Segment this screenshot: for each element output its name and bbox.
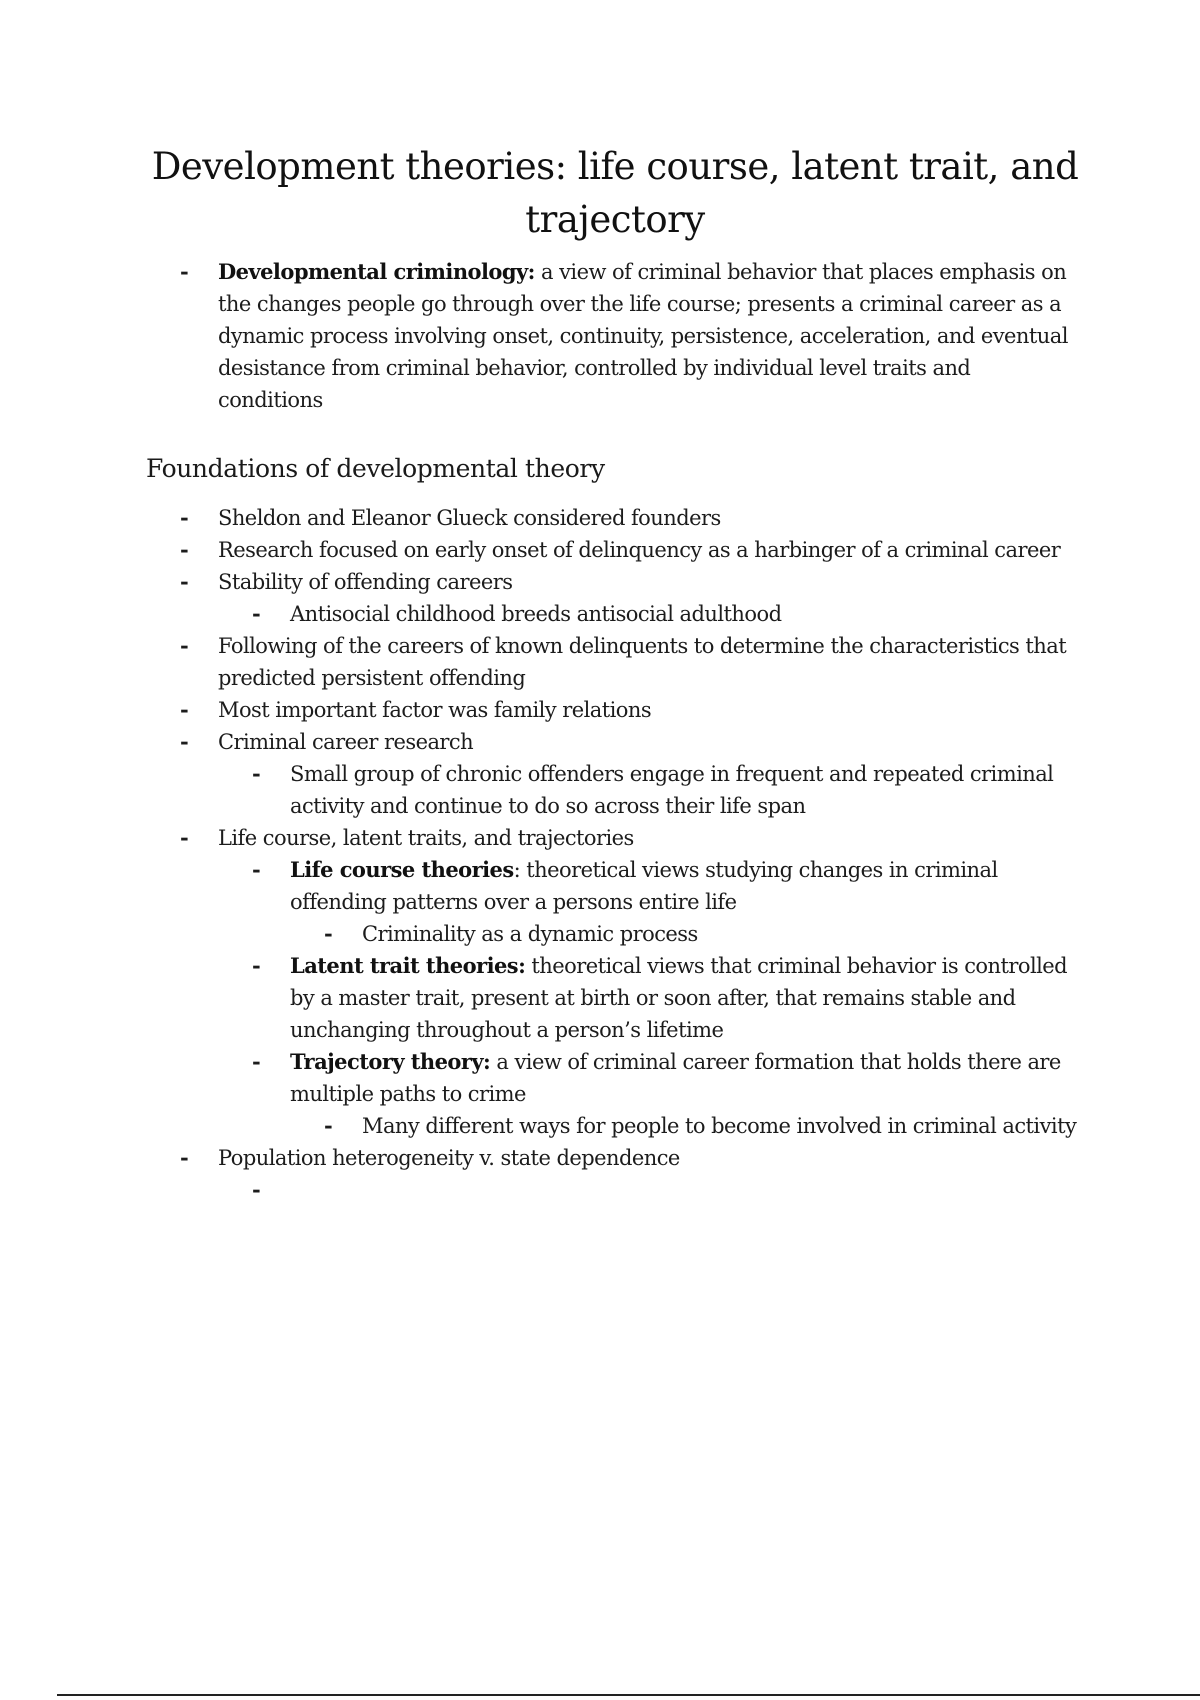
list-item <box>0 502 1078 534</box>
list-item-text: Antisocial childhood breeds antisocial adulthood <box>290 602 782 626</box>
bullet-dash: - <box>252 761 261 786</box>
list-item <box>0 630 1078 694</box>
definition-text: theoretical views that criminal behavior is controlled by a master trait, present at birth or soon after, that remains stable and unchanging throughout a person’s lifetime <box>290 954 1068 1042</box>
definition-text: : theoretical views studying changes in criminal offending patterns over a persons entire life <box>290 858 998 914</box>
term-trajectory-theory: Trajectory theory: <box>290 1049 491 1074</box>
list-item <box>0 822 1078 854</box>
sub-sub-list-item <box>0 918 1082 950</box>
sub-list-item <box>0 598 1090 630</box>
bullet-dash: - <box>180 569 189 594</box>
bullet-dash: - <box>180 505 189 530</box>
foundations-list <box>0 502 1200 1206</box>
bullet-dash: - <box>252 1177 261 1202</box>
list-item-text: Following of the careers of known delinquents to determine the characteristics that predicted persistent offending <box>218 634 1067 690</box>
footer-divider <box>57 1694 1200 1696</box>
list-item-text: Most important factor was family relations <box>218 698 652 722</box>
list-item-text: Life course, latent traits, and trajectories <box>218 826 634 850</box>
term-latent-trait-theories: Latent trait theories: <box>290 953 526 978</box>
bullet-dash: - <box>180 633 189 658</box>
list-item <box>0 534 1078 566</box>
section-heading: Foundations of developmental theory <box>146 454 605 483</box>
intro-list <box>0 256 1200 416</box>
bullet-dash: - <box>180 1145 189 1170</box>
list-item <box>0 726 1078 758</box>
list-item <box>0 1142 1078 1174</box>
bullet-dash: - <box>180 259 189 284</box>
list-item-text: Criminality as a dynamic process <box>362 922 698 946</box>
bullet-dash: - <box>252 1049 261 1074</box>
bullet-dash: - <box>180 825 189 850</box>
sub-list-item-latent-trait <box>0 950 1090 1046</box>
empty-sub-list-item <box>0 1174 1090 1206</box>
list-item-text: Small group of chronic offenders engage in frequent and repeated criminal activity and continue to do so across their life span <box>290 762 1054 818</box>
definition-text: a view of criminal career formation that holds there are multiple paths to crime <box>290 1050 1061 1106</box>
bullet-dash: - <box>180 537 189 562</box>
sub-list-item-trajectory <box>0 1046 1090 1110</box>
bullet-dash: - <box>180 697 189 722</box>
bullet-dash: - <box>252 953 261 978</box>
bullet-dash: - <box>180 729 189 754</box>
list-item-text: Research focused on early onset of delinquency as a harbinger of a criminal career <box>218 538 1061 562</box>
sub-list-item <box>0 758 1090 822</box>
bullet-dash: - <box>324 921 333 946</box>
bullet-dash: - <box>324 1113 333 1138</box>
list-item-text: Criminal career research <box>218 730 474 754</box>
sub-list-item-life-course <box>0 854 1090 918</box>
list-item-text: Many different ways for people to become involved in criminal activity <box>362 1114 1077 1138</box>
list-item-text: Stability of offending careers <box>218 570 513 594</box>
list-item <box>0 694 1078 726</box>
bullet-dash: - <box>252 857 261 882</box>
term-developmental-criminology: Developmental criminology: <box>218 259 535 284</box>
list-item <box>0 566 1078 598</box>
list-item-text: Population heterogeneity v. state dependence <box>218 1146 680 1170</box>
page-title: Development theories: life course, latent trait, and trajectory <box>151 145 1079 241</box>
definition-text: a view of criminal behavior that places emphasis on the changes people go through over the life course; presents a criminal career as a dynamic process involving onset, continuity, persistence, acceleration, and eventual desistance from criminal behavior, controlled by individual level traits and conditions <box>218 260 1068 412</box>
list-item-text: Sheldon and Eleanor Glueck considered founders <box>218 506 721 530</box>
sub-sub-list-item <box>0 1110 1082 1142</box>
list-item <box>0 256 1078 416</box>
term-life-course-theories: Life course theories <box>290 857 514 882</box>
bullet-dash: - <box>252 601 261 626</box>
